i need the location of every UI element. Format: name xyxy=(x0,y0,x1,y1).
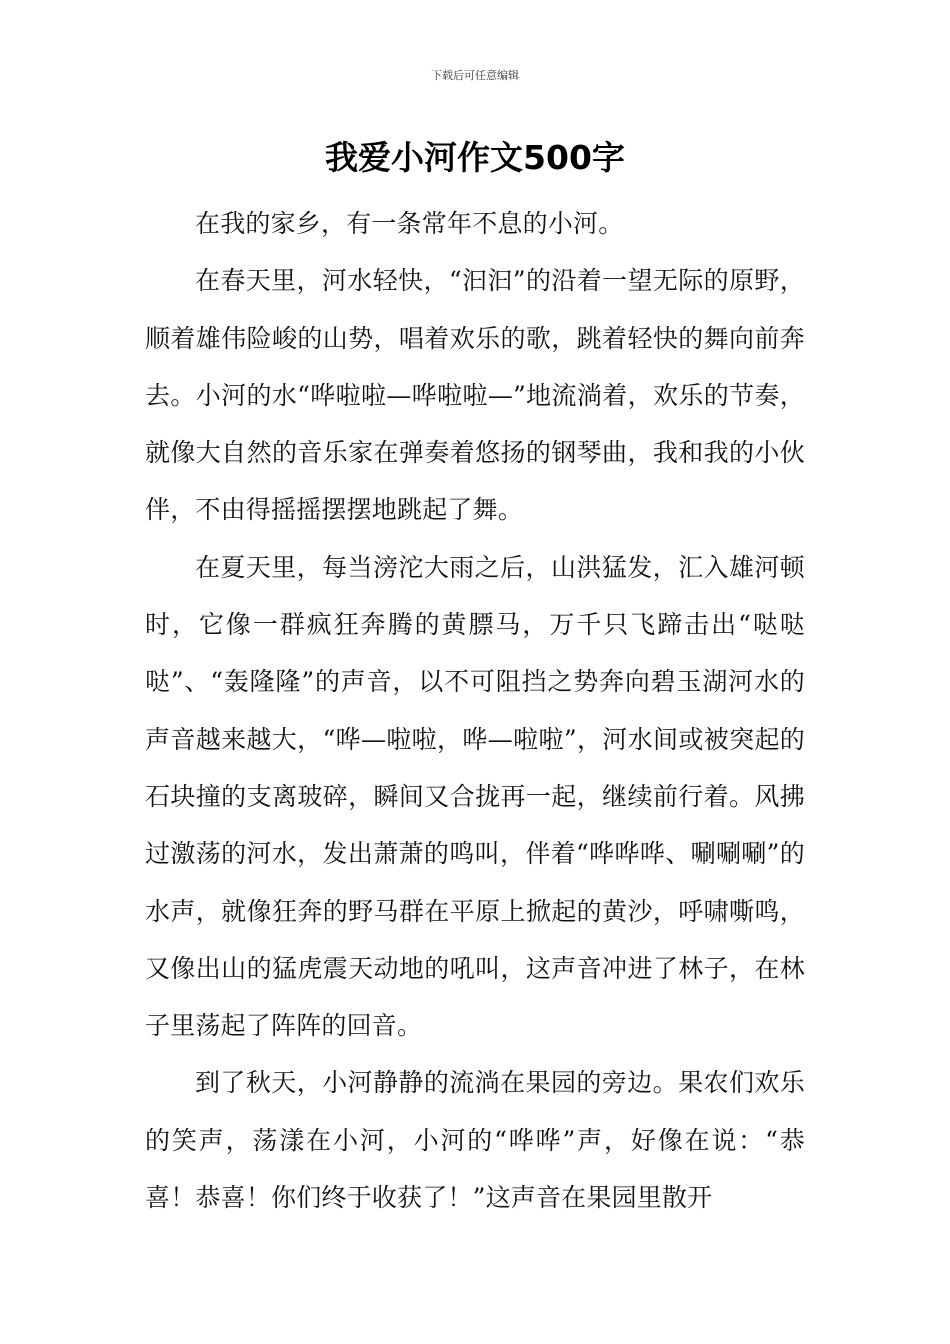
paragraph-2: 在春天里，河水轻快，“汩汩”的沿着一望无际的原野，顺着雄伟险峻的山势，唱着欢乐的歌，跳着轻快的舞向前奔去。小河的水“哗啦啦—哗啦啦—”地流淌着，欢乐的节奏，就像大自然的音乐家在弹奏着悠扬的钢琴曲，我和我的小伙伴，不由得摇摇摆摆地跳起了舞。 xyxy=(145,266,805,525)
paragraph-3: 在夏天里，每当滂沱大雨之后，山洪猛发，汇入雄河顿时，它像一群疯狂奔腾的黄膘马，万千只飞蹄击出“哒哒哒”、“轰隆隆”的声音，以不可阻挡之势奔向碧玉湖河水的声音越来越大，“哗—啦啦，哗—啦啦”，河水间或被突起的石块撞的支离玻碎，瞬间又合拢再一起，继续前行着。风拂过激荡的河水，发出萧萧的鸣叫，伴着“哗哗哗、唰唰唰”的水声，就像狂奔的野马群在平原上掀起的黄沙，呼啸嘶鸣，又像出山的猛虎震天动地的吼叫，这声音冲进了林子，在林子里荡起了阵阵的回音。 xyxy=(145,552,805,1041)
document-title: 我爱小河作文500字 xyxy=(325,138,625,177)
header-note: 下载后可任意编辑 xyxy=(431,69,519,82)
essay-body xyxy=(145,195,805,1226)
paragraph-1: 在我的家乡，有一条常年不息的小河。 xyxy=(195,209,624,238)
paragraph-4: 到了秋天，小河静静的流淌在果园的旁边。果农们欢乐的笑声，荡漾在小河，小河的“哗哗”声，好像在说：“恭喜！恭喜！你们终于收获了！”这声音在果园里散开 xyxy=(145,1068,805,1213)
